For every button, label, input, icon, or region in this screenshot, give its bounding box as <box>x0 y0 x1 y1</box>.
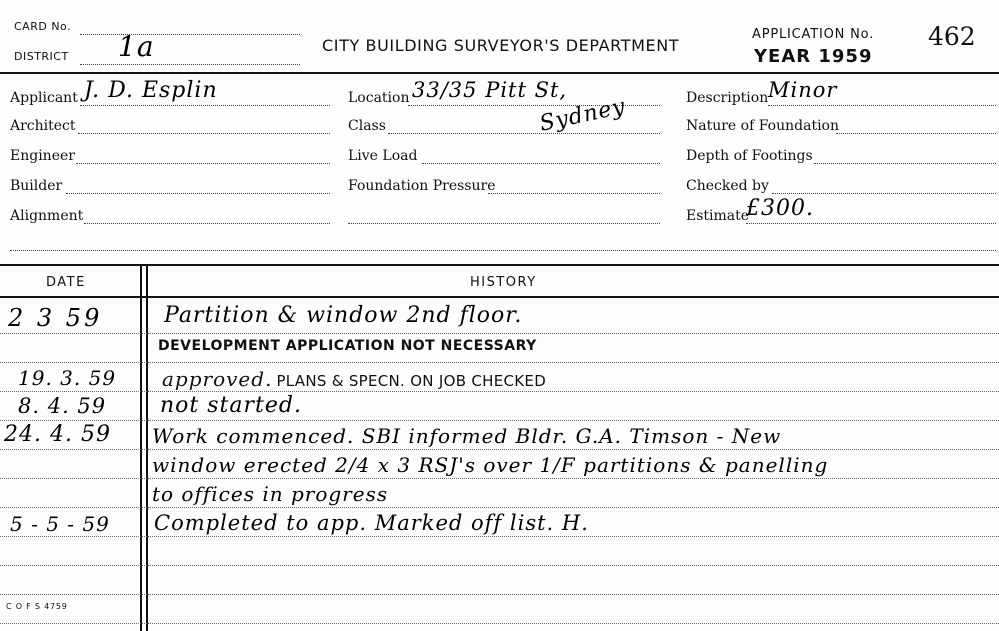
ruled-line <box>0 565 999 566</box>
class-label: Class <box>348 118 386 134</box>
date-column-divider <box>140 264 142 631</box>
ruled-line <box>0 333 999 334</box>
architect-line <box>78 133 330 134</box>
depth-of-footings-label: Depth of Footings <box>686 148 813 164</box>
foundation-pressure-label: Foundation Pressure <box>348 178 496 194</box>
estimate-label: Estimate <box>686 208 750 224</box>
entry-text: to offices in progress <box>152 482 389 506</box>
entry-text: Work commenced. SBI informed Bldr. G.A. Timson - New <box>152 424 782 448</box>
alignment-label: Alignment <box>10 208 84 224</box>
history-top-rule <box>0 264 999 266</box>
card-no-line <box>80 34 300 35</box>
live-load-label: Live Load <box>348 148 418 164</box>
application-no-value: 462 <box>928 22 976 51</box>
applicant-label: Applicant <box>10 90 78 106</box>
district-label: DISTRICT <box>14 50 69 63</box>
ruled-line <box>0 391 999 392</box>
depth-of-footings-line <box>814 163 996 164</box>
description-line <box>768 105 996 106</box>
location-label: Location <box>348 90 410 106</box>
history-double-divider <box>146 264 148 631</box>
checked-by-line <box>772 193 996 194</box>
history-header: HISTORY <box>470 275 537 290</box>
entry-text: Completed to app. Marked off list. H. <box>154 511 589 535</box>
ruled-line <box>0 507 999 508</box>
header-divider <box>0 72 999 74</box>
application-no-label: APPLICATION No. <box>752 27 875 42</box>
entry-date: 5 - 5 - 59 <box>10 512 110 536</box>
applicant-line <box>80 105 330 106</box>
entry-date: 19. 3. 59 <box>18 366 117 390</box>
date-header: DATE <box>46 275 86 290</box>
alignment-line <box>84 223 330 224</box>
entry-date: 2 3 59 <box>8 304 103 332</box>
ruled-line <box>0 362 999 363</box>
development-stamp: DEVELOPMENT APPLICATION NOT NECESSARY <box>158 338 537 354</box>
location-value: 33/35 Pitt St, <box>412 78 568 102</box>
card-no-label: CARD No. <box>14 20 72 33</box>
entry-date: 8. 4. 59 <box>18 394 107 418</box>
builder-label: Builder <box>10 178 63 194</box>
ruled-line <box>0 478 999 479</box>
ruled-line <box>0 449 999 450</box>
engineer-label: Engineer <box>10 148 75 164</box>
engineer-line <box>76 163 330 164</box>
district-line <box>80 64 300 65</box>
builder-line <box>66 193 330 194</box>
live-load-line <box>422 163 660 164</box>
foundation-pressure-line <box>488 193 660 194</box>
fields-bottom-line <box>10 250 996 251</box>
ruled-line <box>0 420 999 421</box>
form-code: C O F S 4759 <box>6 602 68 611</box>
description-value: Minor <box>768 78 838 102</box>
class-value: Sydney <box>537 94 628 137</box>
district-value: 1a <box>118 30 155 63</box>
estimate-value: £300. <box>746 196 814 221</box>
approval-printed-text: PLANS & SPECN. ON JOB CHECKED <box>276 372 547 390</box>
estimate-line <box>746 223 996 224</box>
ruled-line <box>0 536 999 537</box>
entry-text: window erected 2/4 x 3 RSJ's over 1/F partitions & panelling <box>152 453 829 477</box>
approval-handwriting: approved. <box>162 367 273 391</box>
entry-text: not started. <box>160 393 302 418</box>
history-header-rule <box>0 296 999 298</box>
description-label: Description <box>686 90 769 106</box>
year-label: YEAR 1959 <box>754 46 873 67</box>
applicant-value: J. D. Esplin <box>84 78 218 103</box>
ruled-line <box>0 594 999 595</box>
nature-of-foundation-line <box>836 133 996 134</box>
ruled-line <box>0 623 999 624</box>
entry-text: Partition & window 2nd floor. <box>164 303 523 328</box>
department-title: CITY BUILDING SURVEYOR'S DEPARTMENT <box>322 36 680 55</box>
architect-label: Architect <box>10 118 76 134</box>
class-line <box>388 133 660 134</box>
checked-by-label: Checked by <box>686 178 769 194</box>
column2-blank-line <box>348 223 660 224</box>
entry-text <box>162 367 546 391</box>
nature-of-foundation-label: Nature of Foundation <box>686 118 839 134</box>
entry-date: 24. 4. 59 <box>4 422 111 447</box>
